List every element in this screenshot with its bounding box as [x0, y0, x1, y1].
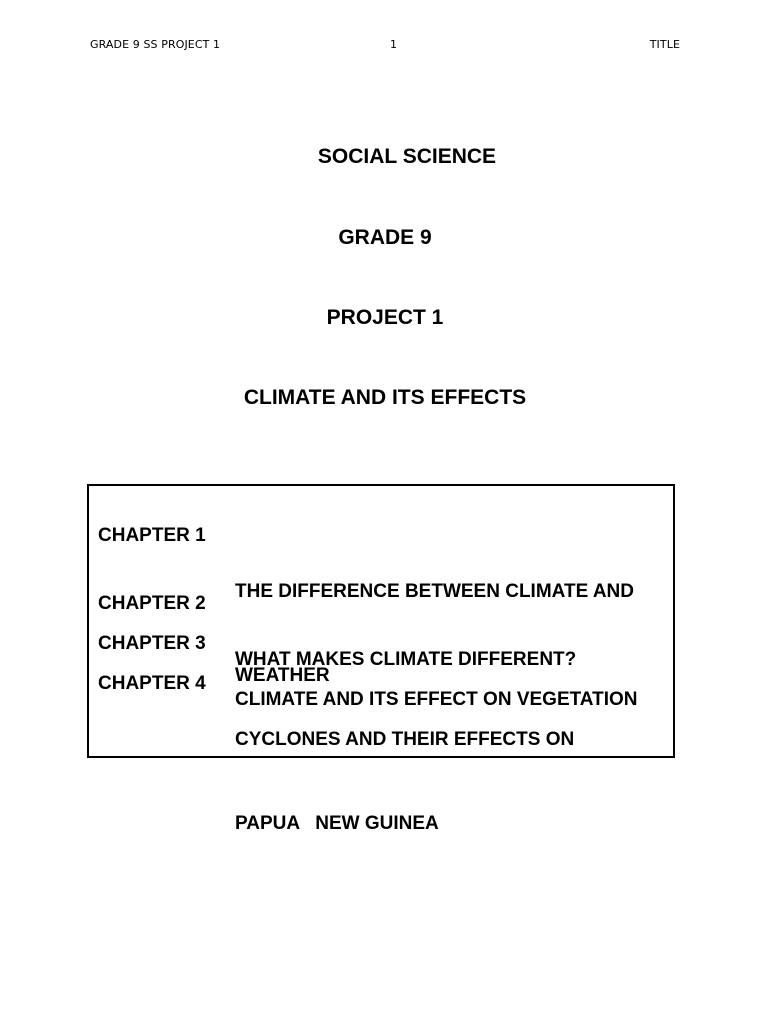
header-page-number: 1: [390, 38, 398, 51]
chapter-title-line: THE DIFFERENCE BETWEEN CLIMATE AND: [235, 581, 634, 602]
chapter-contents-box: [87, 484, 675, 834]
grade-heading: GRADE 9: [338, 226, 432, 249]
topic-heading: CLIMATE AND ITS EFFECTS: [243, 386, 527, 409]
chapter-label: CHAPTER 4: [98, 673, 206, 694]
chapter-title-line: PAPUA NEW GUINEA: [235, 813, 439, 834]
chapter-title-line: WHAT MAKES CLIMATE DIFFERENT?: [235, 649, 577, 670]
project-heading: PROJECT 1: [326, 306, 444, 329]
chapter-title-line: CYCLONES AND THEIR EFFECTS ON: [235, 729, 575, 750]
chapter-title-line: CLIMATE AND ITS EFFECT ON VEGETATION: [235, 689, 638, 710]
chapter-label: CHAPTER 2: [98, 593, 206, 614]
chapter-title-line: WEATHER: [235, 665, 330, 686]
chapter-title: [235, 670, 675, 894]
chapter-label: CHAPTER 1: [98, 525, 206, 546]
header-left-text: GRADE 9 SS PROJECT 1: [90, 38, 221, 51]
chapter-label: CHAPTER 3: [98, 633, 206, 654]
header-right-text: TITLE: [649, 38, 680, 51]
subject-heading: SOCIAL SCIENCE: [317, 145, 497, 168]
running-header: [90, 38, 680, 54]
